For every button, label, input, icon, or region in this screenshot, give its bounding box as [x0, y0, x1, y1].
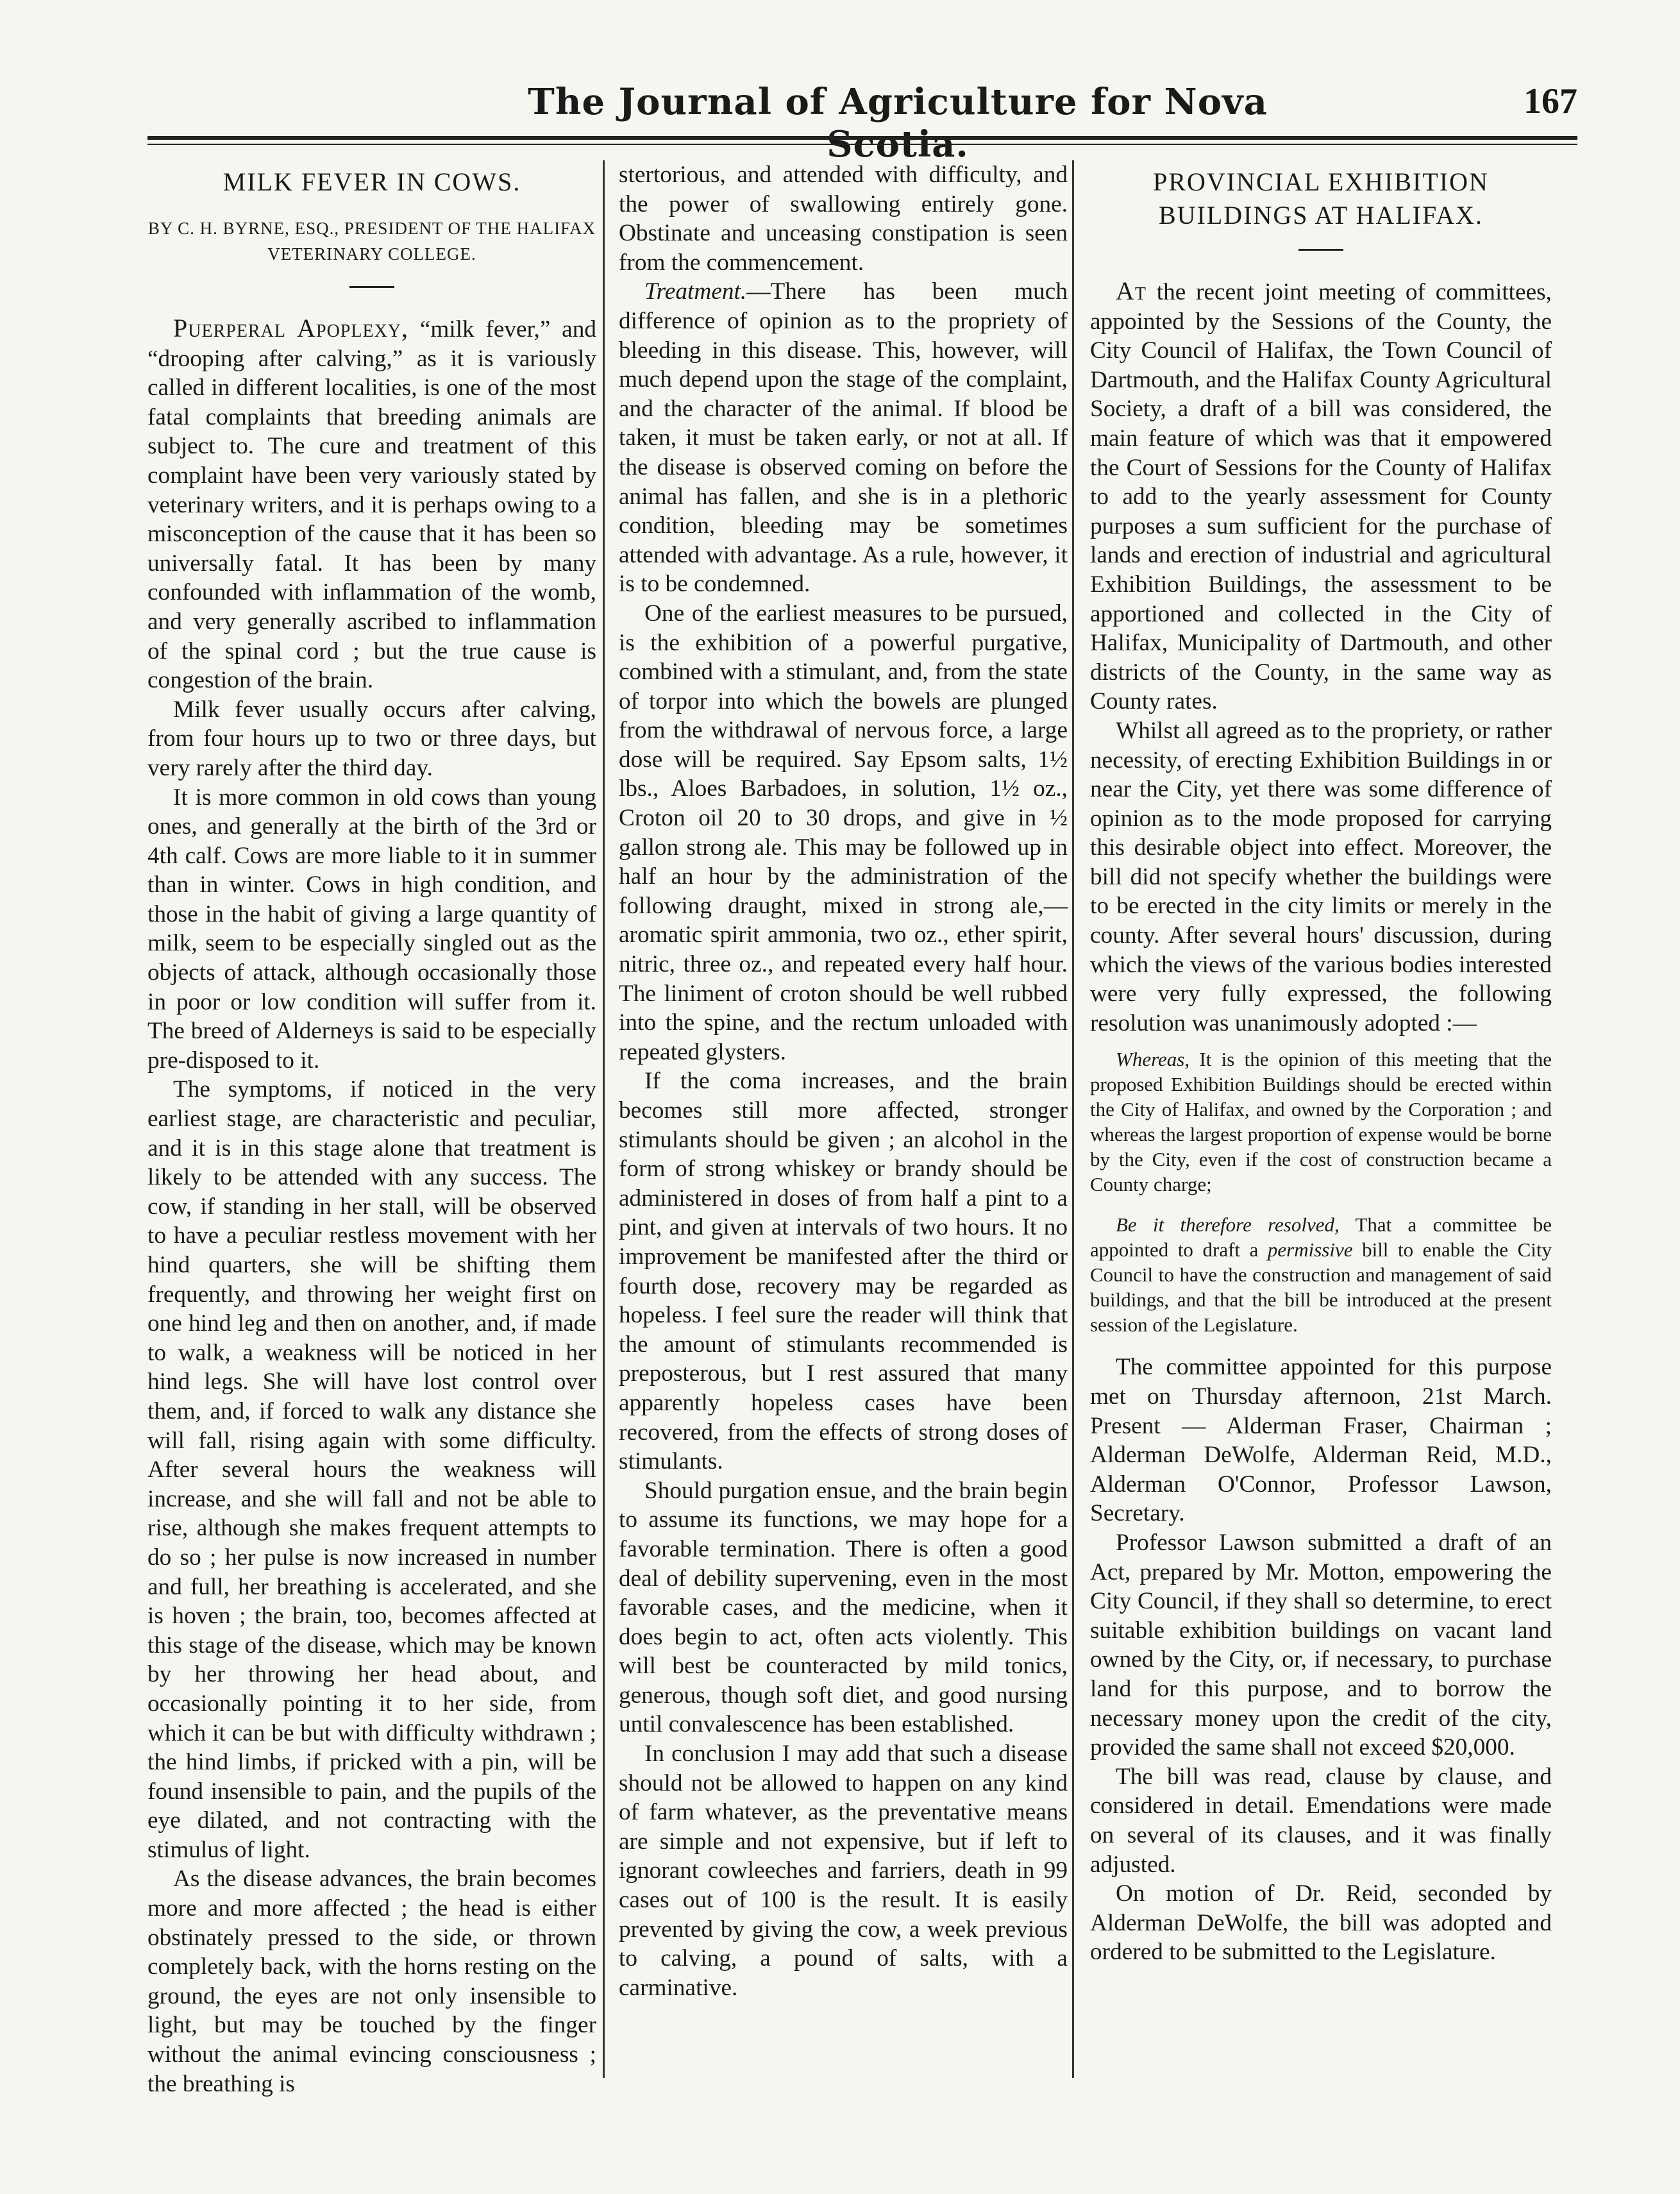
page-header — [147, 71, 1577, 135]
paragraph-text: the recent joint meeting of committees, appointed by the Sessions of the County, the City Council of Halifax, the Town Council of Dartmouth, and the Halifax County Agricultural Society, a draft of a bill was considered, the main feature of which was that it empowered the Court of Sessions for the County of Halifax to add to the yearly assessment for County purposes a sum sufficient for the purchase of lands and erection of industrial and agricultural Exhibition Buildings, the assessment to be apportioned and collected in the City of Halifax, Municipality of Dartmouth, and other districts of the County, in the same way as County rates. — [1090, 279, 1552, 715]
journal-title: The Journal of Agriculture for Nova — [528, 81, 1268, 123]
resolution-label: Be it therefore resolved, — [1116, 1213, 1340, 1236]
paragraph: One of the earliest measures to be pursued, is the exhibition of a powerful purgative, combined with a stimulant, and, from the state of torpor into which the bowels are plunged from the withdrawal of nervous force, a large dose will be required. Say Epsom salts, 1½ lbs., Aloes Barbadoes, in solution, 1½ oz., Croton oil 20 to 30 drops, and give in ½ gallon strong ale. This may be followed up in half an hour by the administration of the following draught, mixed in strong ale,—aromatic spirit ammonia, two oz., ether spirit, nitric, three oz., and repeated every half hour. The liniment of croton should be well rubbed into the spine, and the rectum unloaded with repeated glysters. — [619, 600, 1068, 1065]
resolution-text: bill to enable the City Council to have the construction and management of said buildings, and that the bill be introduced at the present session of the Legislature. — [1090, 1238, 1552, 1337]
paragraph: Professor Lawson submitted a draft of an Act, prepared by Mr. Motton, empowering the City Council, if they shall so determine, to erect suitable exhibition buildings on vacant land owned by the City, or, if necessary, to purchase land for this purpose, and to borrow the necessary money upon the credit of the city, provided the same shall not exceed $20,000. — [1090, 1530, 1552, 1761]
treatment-label: Treatment. — [644, 278, 747, 305]
short-rule — [1298, 249, 1343, 251]
short-rule — [349, 286, 394, 288]
page-number: 167 — [1524, 81, 1577, 121]
paragraph-text: —There has been much difference of opinion as to the propriety of bleeding in this disease. This, however, will much depend upon the stage of the complaint, and the character of the animal. If blood be taken, it must be taken early, or not at all. If the disease is observed coming on before the animal has fallen, and she is in a plethoric condition, bleeding may be sometimes attended with advantage. As a rule, however, it is to be condemned. — [619, 278, 1068, 598]
paragraph: If the coma increases, and the brain becomes still more affected, stronger stimulants should be given ; an alcohol in the form of strong whiskey or brandy should be administered in doses of from half a pint to a pint, and given at intervals of two hours. It no improvement be manifested after the third or fourth dose, recovery may be regarded as hopeless. I feel sure the reader will think that the amount of stimulants recommended is preposterous, but I rest assured that many apparently hopeless cases have been recovered, from the effects of strong doses of stimulants. — [619, 1068, 1068, 1475]
header-rule-thin — [147, 144, 1577, 145]
resolution-emphasis: permissive — [1267, 1238, 1353, 1262]
paragraph: Milk fever usually occurs after calving, from four hours up to two or three days, but very rarely after the third day. — [147, 696, 596, 781]
article-title: MILK FEVER IN COWS. — [223, 167, 521, 196]
column-separator — [1072, 160, 1074, 2078]
lead-words: Puerperal Apoplexy, — [173, 314, 409, 342]
column-2 — [619, 160, 1068, 2002]
paragraph: In conclusion I may add that such a disease should not be allowed to happen on any kind of farm whatever, as the preventative means are simple and not expensive, but if left to ignorant cowleeches and farriers, death in 99 cases out of 100 is the result. It is easily prevented by giving the cow, a week previous to calving, a pound of salts, with a carminative. — [619, 1741, 1068, 2001]
column-separator — [603, 160, 605, 2078]
column-3 — [1090, 160, 1552, 1967]
paragraph: Should purgation ensue, and the brain begin to assume its functions, we may hope for a favorable termination. There is often a good deal of debility supervening, even in the most favorable cases, and the medicine, when it does begin to act, often acts violently. This will best be counteracted by mild tonics, generous, though soft diet, and good nursing until convalescence has been established. — [619, 1477, 1068, 1738]
resolution-text: That a committee be appointed to draft a — [1090, 1213, 1552, 1262]
paragraph-text: “milk fever,” and “drooping after calving,” as it is variously called in different localities, is one of the most fatal complaints that breeding animals are subject to. The cure and treatment of this complaint have been very variously stated by veterinary writers, and it is perhaps owing to a misconception of the cause that it has been so universally fatal. It has been by many confounded with inflammation of the womb, and very generally ascribed to inflammation of the spinal cord ; but the true cause is congestion of the brain. — [147, 316, 596, 694]
paragraph: The bill was read, clause by clause, and considered in detail. Emendations were made on several of its clauses, and it was finally adjusted. — [1090, 1763, 1552, 1878]
paragraph: The symptoms, if noticed in the very earliest stage, are characteristic and peculiar, and it is in this stage alone that treatment is likely to be attended with any success. The cow, if standing in her stall, will be observed to have a peculiar restless movement with her hind quarters, she will be shifting them frequently, and throwing her weight first on one hind leg and then on another, and, if made to walk, a weakness will be noticed in her hind legs. She will have lost control over them, and, if forced to walk any distance she will fall, rising again with some difficulty. After several hours the weakness will increase, and she will fall and not be able to rise, although she makes frequent attempts to do so ; her pulse is now increased in number and full, her breathing is accelerated, and she is hoven ; the brain, too, becomes affected at this stage of the disease, which may be known by her throwing her head about, and occasionally pointing it to her side, from which it can be but with difficulty withdrawn ; the hind limbs, if pricked with a pin, will be found insensible to pain, and the pupils of the eye dilated, and not contracting with the stimulus of light. — [147, 1076, 596, 1863]
paragraph: On motion of Dr. Reid, seconded by Alderman DeWolfe, the bill was adopted and ordered to be submitted to the Legislature. — [1090, 1880, 1552, 1966]
resolution-text: It is the opinion of this meeting that the proposed Exhibition Buildings should be erected within the City of Halifax, and owned by the Corporation ; and whereas the largest proportion of expense would be borne by the City, even if the cost of construction became a County charge; — [1090, 1048, 1552, 1196]
lead-words: At — [1116, 276, 1147, 305]
article-title: PROVINCIAL EXHIBITION BUILDINGS AT HALIFAX. — [1153, 167, 1489, 230]
paragraph — [1090, 276, 1552, 716]
resolution-label: Whereas, — [1116, 1048, 1190, 1071]
column-1 — [147, 160, 596, 2098]
paragraph: The committee appointed for this purpose met on Thursday afternoon, 21st March. Present — Alderman Fraser, Chairman ; Alderman DeWolfe, Alderman Reid, M.D., Alderman O'Connor, Professor Lawson, Secretary. — [1090, 1354, 1552, 1527]
paragraph — [147, 314, 596, 695]
resolution-whereas — [1090, 1047, 1552, 1197]
header-rule-thick — [147, 136, 1577, 140]
paragraph — [619, 277, 1068, 599]
paragraph: stertorious, and attended with difficulty, and the power of swallowing entirely gone. Obstinate and unceasing constipation is seen from the commencement. — [619, 162, 1068, 276]
article-byline: BY C. H. BYRNE, ESQ., PRESIDENT OF THE HALIFAX VETERINARY COLLEGE. — [147, 219, 596, 264]
paragraph: As the disease advances, the brain becomes more and more affected ; the head is either obstinately pressed to the side, or thrown completely back, with the horns resting on the ground, the eyes are not only insensible to light, but may be touched by the finger without the animal evincing consciousness ; the breathing is — [147, 1866, 596, 2097]
resolution-resolved — [1090, 1212, 1552, 1337]
paragraph: Whilst all agreed as to the propriety, or rather necessity, of erecting Exhibition Buildings in or near the City, yet there was some difference of opinion as to the mode proposed for carrying this desirable object into effect. Moreover, the bill did not specify whether the buildings were to be erected in the city limits or merely in the county. After several hours' discussion, during which the views of the various bodies interested were very fully expressed, the following resolution was unanimously adopted :— — [1090, 717, 1552, 1036]
paragraph: It is more common in old cows than young ones, and generally at the birth of the 3rd or 4th calf. Cows are more liable to it in summer than in winter. Cows in high condition, and those in the habit of giving a large quantity of milk, seem to be especially singled out as the objects of attack, although occasionally those in poor or low condition will suffer from it. The breed of Alderneys is said to be especially pre-disposed to it. — [147, 784, 596, 1074]
